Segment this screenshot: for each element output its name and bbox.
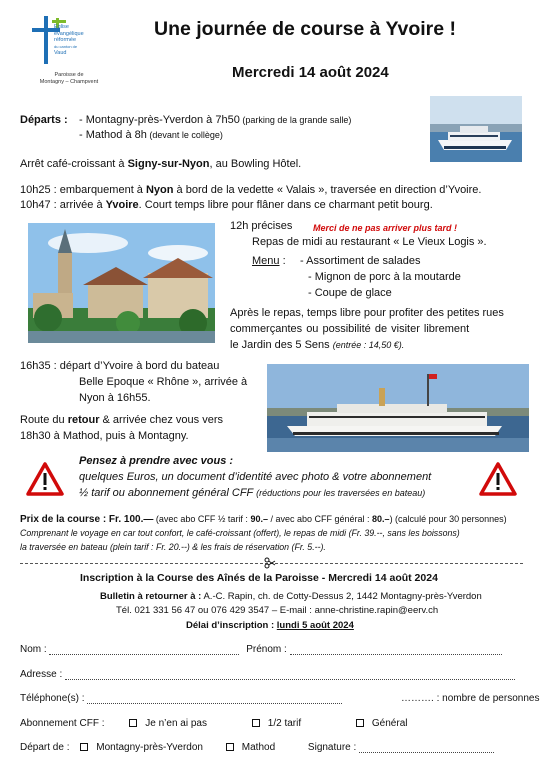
menu-item: - Mignon de porc à la moutarde xyxy=(308,271,461,283)
menu-item: - Assortiment de salades xyxy=(300,255,421,267)
menu-label: Menu : xyxy=(252,255,286,267)
return-route-arrival: 18h30 à Mathod, puis à Montagny. xyxy=(20,430,189,442)
page-title: Une journée de course à Yvoire ! xyxy=(154,18,457,40)
scissors-icon xyxy=(264,557,276,569)
ferry-photo xyxy=(430,96,522,162)
form-row-depart: Départ de : Montagny-près-Yverdon Mathod Signature : xyxy=(20,742,494,753)
depart-option-montagny[interactable]: Montagny-près-Yverdon xyxy=(80,742,203,753)
reminder-text: quelques Euros, un document d’identité avec photo & votre abonnement xyxy=(79,471,432,483)
form-row-name: Nom : Prénom : xyxy=(20,644,502,655)
paddle-steamer-photo xyxy=(267,364,529,452)
price-note: Comprenant le voyage en car tout confort, le café-croissant (offert), le repas de midi (Fr. 39.--, sans les boissons) xyxy=(20,528,460,538)
return-departure: 16h35 : départ d’Yvoire à bord du bateau xyxy=(20,360,220,372)
bulletin-address: Bulletin à retourner à : A.-C. Rapin, ch. de Cotty-Dessus 2, 1442 Montagny-près-Yverdon xyxy=(100,591,482,602)
lunch-warning: Merci de ne pas arriver plus tard ! xyxy=(313,223,458,233)
schedule-boarding: 10h25 : embarquement à Nyon à bord de la vedette « Valais », traversée en direction d’Yvoire. xyxy=(20,184,482,196)
firstname-field[interactable] xyxy=(290,645,502,655)
after-lunch-text: le Jardin des 5 Sens (entrée : 14,50 €). xyxy=(230,339,405,351)
return-route: Route du retour & arrivée chez vous vers xyxy=(20,414,223,426)
phone-field[interactable] xyxy=(87,694,342,704)
price-line: Prix de la course : Fr. 100.— (avec abo CFF ½ tarif : 90.– / avec abo CFF général : 80.–) (calculé pour 30 personnes) xyxy=(20,514,507,525)
signature-field[interactable] xyxy=(359,743,494,753)
depart-mathod: - Mathod à 8h (devant le collège) xyxy=(79,129,223,141)
inscription-heading: Inscription à la Course des Aînés de la Paroisse - Mercredi 14 août 2024 xyxy=(80,572,438,584)
church-name: Eglise évangélique réformée du canton de Vaud xyxy=(54,24,84,56)
form-row-abo: Abonnement CFF : Je n’en ai pas 1/2 tarif Général xyxy=(20,718,408,729)
parish-name: Paroisse de Montagny – Champvent xyxy=(39,72,99,85)
form-row-phone: Téléphone(s) : ………. : nombre de personnes xyxy=(20,693,540,704)
deadline: Délai d’inscription : lundi 5 août 2024 xyxy=(186,620,354,631)
address-field[interactable] xyxy=(65,670,515,680)
menu-item: - Coupe de glace xyxy=(308,287,392,299)
abo-option-general[interactable]: Général xyxy=(356,718,408,729)
depart-option-mathod[interactable]: Mathod xyxy=(226,742,275,753)
coffee-stop: Arrêt café-croissant à Signy-sur-Nyon, au Bowling Hôtel. xyxy=(20,158,302,170)
schedule-arrival: 10h47 : arrivée à Yvoire. Court temps libre pour flâner dans ce charmant petit bourg. xyxy=(20,199,433,211)
reminder-title: Pensez à prendre avec vous : xyxy=(79,455,234,467)
departs-label: Départs : xyxy=(20,114,68,126)
price-note: la traversée en bateau (plein tarif : Fr. 20.--) & les frais de réservation (Fr. 5.--). xyxy=(20,542,326,552)
after-lunch-text: Après le repas, temps libre pour profiter des petites rues xyxy=(230,307,504,319)
return-nyon: Nyon à 16h55. xyxy=(79,392,151,404)
return-boat: Belle Epoque « Rhône », arrivée à xyxy=(79,376,248,388)
abo-option-half[interactable]: 1/2 tarif xyxy=(252,718,301,729)
checkbox-icon[interactable] xyxy=(252,719,260,727)
form-row-address: Adresse : xyxy=(20,669,515,680)
name-field[interactable] xyxy=(49,645,239,655)
warning-triangle-icon xyxy=(479,462,517,496)
lunch-time: 12h précises xyxy=(230,220,293,232)
event-date: Mercredi 14 août 2024 xyxy=(232,64,389,81)
checkbox-icon[interactable] xyxy=(356,719,364,727)
people-count-field[interactable]: ………. xyxy=(401,693,434,704)
checkbox-icon[interactable] xyxy=(226,743,234,751)
reminder-text: ½ tarif ou abonnement général CFF (réductions pour les traversées en bateau) xyxy=(79,487,426,499)
abo-option-none[interactable]: Je n’en ai pas xyxy=(129,718,207,729)
warning-triangle-icon xyxy=(26,462,64,496)
depart-montagny: - Montagny-près-Yverdon à 7h50 (parking de la grande salle) xyxy=(79,114,352,126)
after-lunch-text: commerçantes ou possibilité de visiter librement xyxy=(230,323,470,335)
lunch-restaurant: Repas de midi au restaurant « Le Vieux Logis ». xyxy=(252,236,487,248)
yvoire-village-photo xyxy=(28,223,215,343)
checkbox-icon[interactable] xyxy=(129,719,137,727)
contact-line: Tél. 021 331 56 47 ou 076 429 3547 – E-mail : anne-christine.rapin@eerv.ch xyxy=(116,605,439,616)
checkbox-icon[interactable] xyxy=(80,743,88,751)
